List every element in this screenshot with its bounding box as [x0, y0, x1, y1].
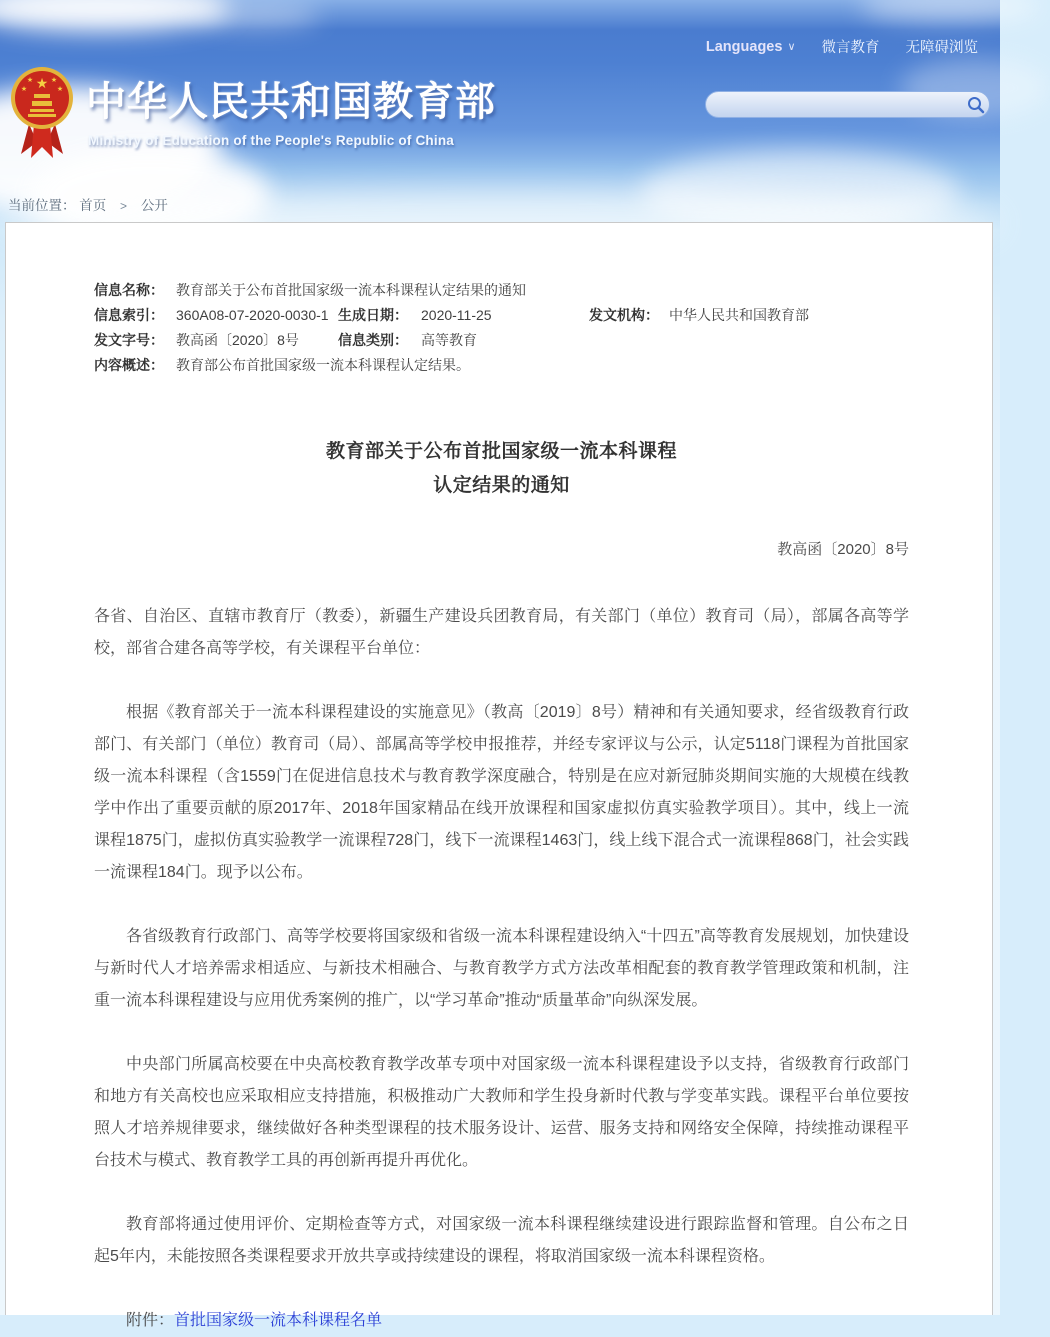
paragraph-addressees: 各省、自治区、直辖市教育厅（教委），新疆生产建设兵团教育局，有关部门（单位）教育司（局），部属各高等学校，部省合建各高等学校，有关课程平台单位：	[94, 608, 909, 657]
breadcrumb-current[interactable]: 公开	[140, 198, 168, 213]
svg-text:★: ★	[35, 75, 49, 91]
document-title-line2: 认定结果的通知	[433, 475, 570, 496]
info-date-value: 2020-11-25	[421, 306, 492, 323]
paragraph-announcement: 根据《教育部关于一流本科课程建设的实施意见》（教高〔2019〕8号）精神和有关通知要求，经省级教育行政部门、有关部门（单位）教育司（局）、部属高等学校申报推荐，并经专家评议与公示，认定5118门课程为首批国家级一流本科课程（含1559门在促进信息技术与教育教学深度融合，特别是在应对新冠肺炎期间实施的大规模在线教学中作出了重要贡献的原2017年、2018年国家精品在线开放课程和国家虚拟仿真实验教学项目）。其中，线上一流课程1875门，虚拟仿真实验教学一流课程728门，线下一流课程1463门，线上线下混合式一流课程868门，社会实践一流课程184门。现予以公布。	[94, 704, 909, 881]
info-row-index	[94, 302, 909, 327]
info-issuer-label: 发文机构：	[589, 306, 659, 323]
info-name-label: 信息名称：	[94, 281, 164, 298]
svg-text:★: ★	[50, 77, 58, 84]
info-summary-label: 内容概述：	[94, 356, 164, 373]
weixin-education-link[interactable]: 微言教育	[821, 40, 880, 56]
document-title-line1: 教育部关于公布首批国家级一流本科课程	[325, 441, 677, 462]
info-docno-label: 发文字号：	[94, 331, 164, 348]
site-logo[interactable]	[6, 64, 496, 162]
document-number: 教高函〔2020〕8号	[777, 541, 909, 558]
site-subtitle: Ministry of Education of the People's Republic of China	[88, 133, 454, 148]
document-body	[94, 601, 909, 1337]
info-row-name	[94, 277, 909, 302]
languages-label: Languages	[705, 38, 783, 55]
svg-text:★: ★	[56, 86, 64, 93]
info-category-value: 高等教育	[421, 331, 477, 348]
info-row-docno	[94, 327, 909, 352]
info-docno-value: 教高函〔2020〕8号	[176, 331, 299, 348]
paragraph-central-support: 中央部门所属高校要在中央高校教育教学改革专项中对国家级一流本科课程建设予以支持，省级教育行政部门和地方有关高校也应采取相应支持措施，积极推动广大教师和学生投身新时代教与学变革实践。课程平台单位要按照人才培养规律要求，继续做好各种类型课程的技术服务设计、运营、服务支持和网络安全保障，持续推动课程平台技术与模式、教育教学工具的再创新再提升再优化。	[94, 1056, 909, 1169]
paragraph-provincial-requirements: 各省级教育行政部门、高等学校要将国家级和省级一流本科课程建设纳入“十四五”高等教育发展规划，加快建设与新时代人才培养需求相适应、与新技术相融合、与教育教学方式方法改革相配套的教育教学管理政策和机制，注重一流本科课程建设与应用优秀案例的推广，以“学习革命”推动“质量革命”向纵深发展。	[94, 928, 909, 1009]
info-index-value: 360A08-07-2020-0030-1	[176, 306, 329, 323]
attachment-label: 附件：	[126, 1312, 175, 1329]
info-issuer-value: 中华人民共和国教育部	[669, 306, 809, 323]
info-category-label: 信息类别：	[338, 331, 408, 348]
breadcrumb-separator: >	[120, 199, 128, 213]
search-input[interactable]	[706, 92, 963, 117]
document-title	[94, 435, 909, 503]
top-utility-bar	[706, 36, 978, 57]
info-name-value: 教育部关于公布首批国家级一流本科课程认定结果的通知	[176, 281, 526, 298]
national-emblem-icon	[6, 64, 78, 162]
attachment-line	[94, 1305, 909, 1337]
cloud-decoration	[860, 0, 1040, 22]
attachment-link[interactable]: 首批国家级一流本科课程名单	[174, 1312, 383, 1329]
info-index-label: 信息索引：	[94, 306, 164, 323]
cloud-decoration	[190, 4, 320, 28]
info-date-label: 生成日期：	[338, 306, 408, 323]
accessibility-link[interactable]: 无障碍浏览	[905, 40, 978, 56]
svg-text:★: ★	[20, 86, 28, 93]
svg-text:★: ★	[26, 77, 34, 84]
breadcrumb	[8, 194, 168, 214]
languages-menu[interactable]	[706, 39, 796, 55]
search-icon[interactable]	[963, 94, 989, 116]
content-panel	[5, 222, 993, 1329]
info-summary-value: 教育部公布首批国家级一流本科课程认定结果。	[176, 356, 470, 373]
breadcrumb-prefix: 当前位置：	[8, 198, 76, 213]
document-info-table	[94, 277, 909, 377]
breadcrumb-home[interactable]: 首页	[79, 198, 107, 213]
site-title: 中华人民共和国教育部	[86, 80, 496, 124]
search-box[interactable]	[705, 91, 990, 118]
info-row-summary	[94, 352, 909, 377]
chevron-down-icon: ∨	[787, 41, 796, 53]
paragraph-supervision: 教育部将通过使用评价、定期检查等方式，对国家级一流本科课程继续建设进行跟踪监督和管理。自公布之日起5年内，未能按照各类课程要求开放共享或持续建设的课程，将取消国家级一流本科课程资格。	[94, 1216, 909, 1265]
